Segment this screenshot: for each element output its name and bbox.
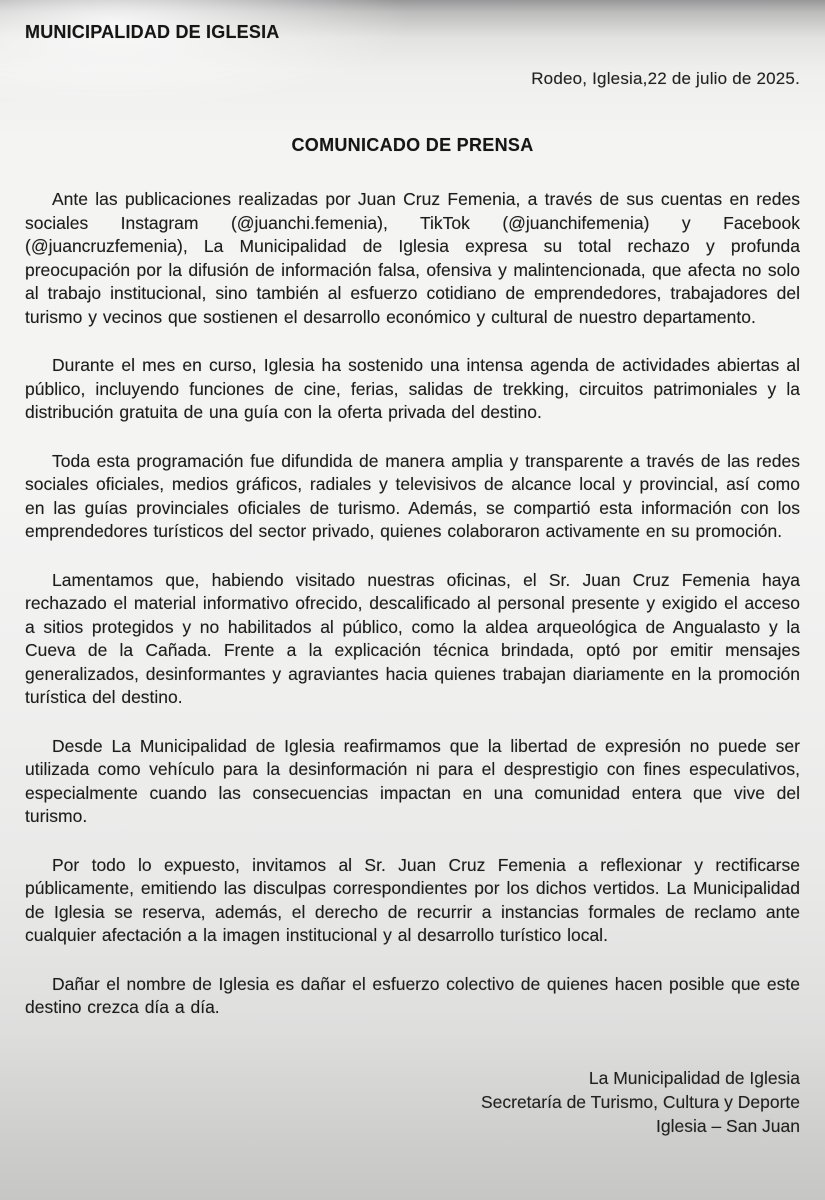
paragraph-2: Durante el mes en curso, Iglesia ha sostenido una intensa agenda de actividades abiertas al público, incluyendo funciones de cine, ferias, salidas de trekking, circuitos patrimoniales y la distribución gratuita de una guía con la oferta privada del destino. — [25, 355, 800, 422]
document-body — [25, 188, 800, 1020]
paragraph-6: Por todo lo expuesto, invitamos al Sr. Juan Cruz Femenia a reflexionar y rectificarse públicamente, emitiendo las disculpas correspondientes por los dichos vertidos. La Municipalidad de Iglesia se reserva, además, el derecho de recurrir a instancias formales de reclamo ante cualquier afectación a la imagen institucional y al desarrollo turístico local. — [25, 854, 800, 945]
paragraph-4: Lamentamos que, habiendo visitado nuestras oficinas, el Sr. Juan Cruz Femenia haya rechazado el material informativo ofrecido, descalificado al personal presente y exigido el acceso a sitios protegidos y no habilitados al público, como la aldea arqueológica de Angualasto y la Cueva de la Cañada. Frente a la explicación técnica brindada, optó por emitir mensajes generalizados, desinformantes y agraviantes hacia quienes trabajan diariamente en la promoción turística del destino. — [25, 569, 800, 707]
paragraph-1: Ante las publicaciones realizadas por Juan Cruz Femenia, a través de sus cuentas en redes sociales Instagram (@juanchi.femenia), TikTok (@juanchifemenia) y Facebook (@juancruzfemenia), La Municipalidad de Iglesia expresa su total rechazo y profunda preocupación por la difusión de información falsa, ofensiva y malintencionada, que afecta no solo al trabajo institucional, sino también al esfuerzo cotidiano de emprendedores, trabajadores del turismo y vecinos que sostienen el desarrollo económico y cultural de nuestro departamento. — [25, 189, 800, 327]
signature-line-organization: La Municipalidad de Iglesia — [588, 1067, 800, 1088]
paragraph-3: Toda esta programación fue difundida de manera amplia y transparente a través de las redes sociales oficiales, medios gráficos, radiales y televisivos de alcance local y provincial, así como en las guías provinciales oficiales de turismo. Además, se compartió esta información con los emprendedores turísticos del sector privado, quienes colaboraron activamente en su promoción. — [25, 450, 800, 541]
dateline: Rodeo, Iglesia,22 de julio de 2025. — [531, 69, 800, 88]
paragraph-7: Dañar el nombre de Iglesia es dañar el esfuerzo colectivo de quienes hacen posible que este destino crezca día a día. — [25, 973, 800, 1017]
signature-block — [25, 1066, 800, 1138]
paragraph-5: Desde La Municipalidad de Iglesia reafirmamos que la libertad de expresión no puede ser utilizada como vehículo para la desinformación ni para el desprestigio con fines especulativos, especialmente cuando las consecuencias impactan en una comunidad entera que vive del turismo. — [25, 735, 800, 826]
organization-name: MUNICIPALIDAD DE IGLESIA — [25, 22, 280, 42]
signature-line-secretariat: Secretaría de Turismo, Cultura y Deporte — [480, 1091, 800, 1112]
signature-line-location: Iglesia – San Juan — [656, 1115, 800, 1136]
document-title: COMUNICADO DE PRENSA — [291, 135, 534, 155]
